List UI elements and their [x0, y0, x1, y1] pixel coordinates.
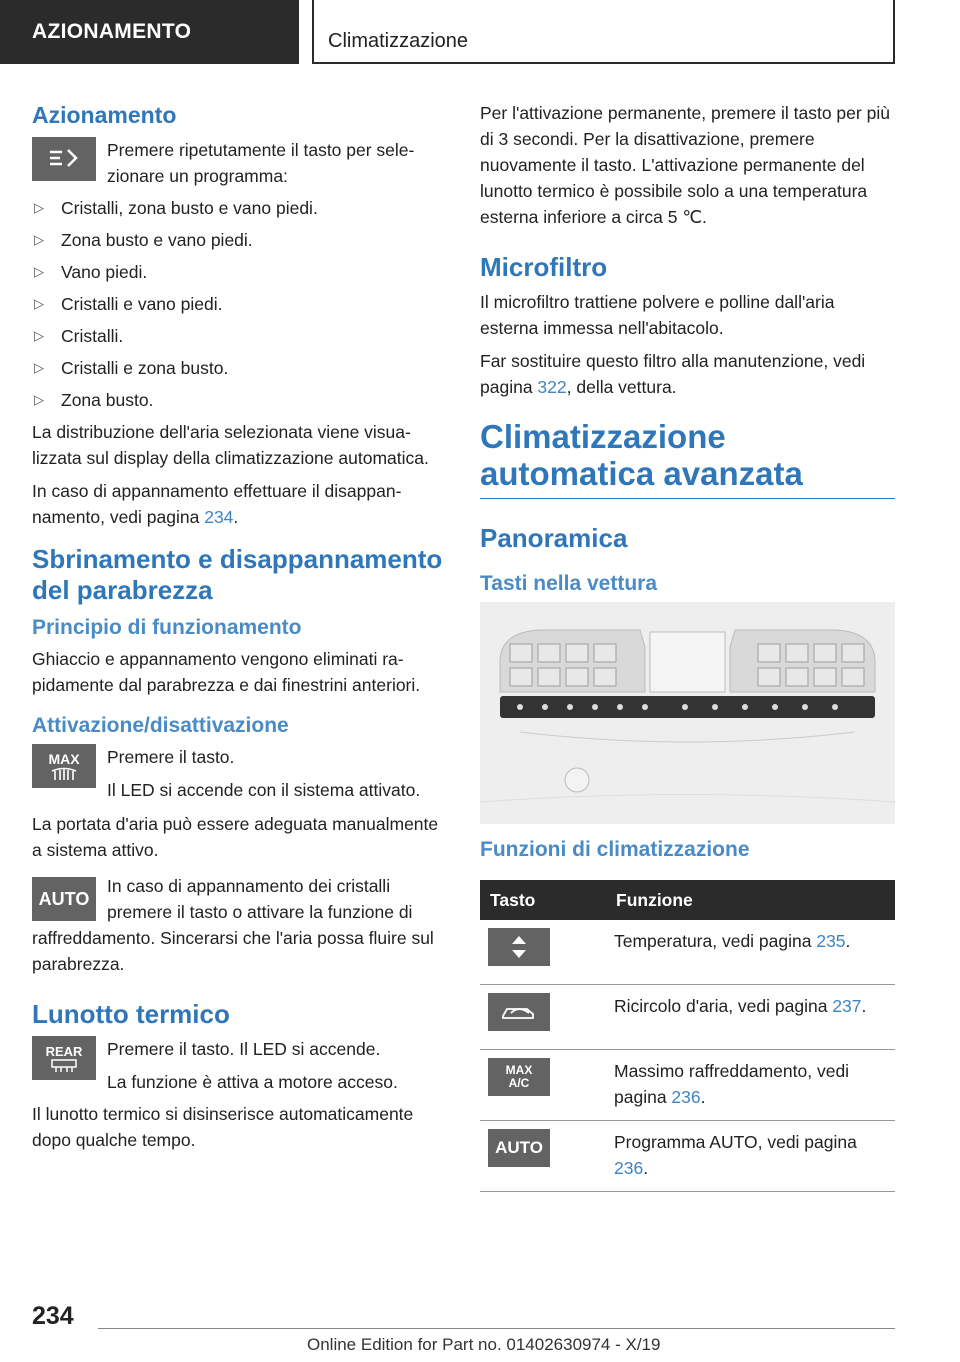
triangle-bullet-icon: ▷	[34, 296, 44, 311]
auto-text: In caso di appannamento dei cristalli premere il tasto o attivare la funzione di raffreddamento. Sincerarsi che l'aria possa fluire sul parabrezza.	[32, 876, 434, 974]
heading-attivazione: Attivazione/disattivazione	[32, 714, 289, 737]
list-item: ▷ Cristalli, zona busto e vano piedi.	[32, 195, 447, 221]
heading-funzioni: Funzioni di climatizzazione	[480, 838, 750, 861]
micro-text: Il microfiltro trattiene polvere e polline dall'aria esterna immessa nell'abitacolo.	[480, 292, 835, 338]
program-list	[32, 195, 447, 413]
heading-principio: Principio di funzionamento	[32, 616, 302, 639]
list-item: ▷ Cristalli e vano piedi.	[32, 291, 447, 317]
portata-text: La portata d'aria può essere adeguata manualmente a sistema attivo.	[32, 814, 439, 860]
list-item: ▷ Vano piedi.	[32, 259, 447, 285]
rear-defrost-icon: REAR	[32, 1036, 96, 1080]
permanent-text: Per l'attivazione permanente, premere il tasto per più di 3 secondi. Per la disattivazione, premere nuovamente il tasto. L'attivazione permanente del lunotto termico è possibile solo a una temperatura esterna inferiore a circa 5 ℃.	[480, 103, 890, 227]
triangle-bullet-icon: ▷	[34, 232, 44, 247]
principio-text: Ghiaccio e appannamento vengono eliminati rapidamente dal parabrezza e dai finestrini anteriori.	[32, 649, 421, 695]
table-row: Temperatura, vedi pagina 235.	[480, 920, 895, 985]
table-row: Ricircolo d'aria, vedi pagina 237.	[480, 985, 895, 1050]
distribution-text: La distribuzione dell'aria selezionata viene visualizzata sul display della climatizzazione automatica.	[32, 422, 429, 468]
rear-defrost-instruction	[32, 1036, 447, 1095]
footer-edition: Online Edition for Part no. 01402630974 - X/19	[307, 1335, 661, 1354]
heading-microfiltro: Microfiltro	[480, 252, 608, 282]
replace-text: Far sostituire questo filtro alla manutenzione, vedi pagina 322, della vettura.	[480, 351, 866, 397]
page-link[interactable]: 234	[204, 507, 234, 527]
lun-text-2: La funzione è attiva a motore acceso.	[107, 1072, 398, 1092]
triangle-bullet-icon: ▷	[34, 392, 44, 407]
heading-lunotto: Lunotto termico	[32, 999, 230, 1029]
lun-text-1: Premere il tasto. Il LED si accende.	[107, 1039, 381, 1059]
header-section: AZIONAMENTO	[0, 0, 299, 64]
triangle-bullet-icon: ▷	[34, 264, 44, 279]
air-distribution-icon	[32, 137, 96, 181]
right-column	[480, 100, 895, 1192]
table-row: AUTO Programma AUTO, vedi pagina 236.	[480, 1121, 895, 1192]
page-number: 234	[32, 1302, 74, 1330]
footer-divider	[98, 1328, 895, 1329]
header-chapter: Climatizzazione	[312, 0, 895, 64]
list-item: ▷ Cristalli.	[32, 323, 447, 349]
list-item: ▷ Zona busto.	[32, 387, 447, 413]
page-link[interactable]: 322	[537, 377, 567, 397]
heading-tasti: Tasti nella vettura	[480, 572, 658, 595]
col-tasto: Tasto	[480, 880, 606, 920]
max-ac-icon: MAX A/C	[488, 1058, 550, 1096]
heading-azionamento: Azionamento	[32, 102, 177, 128]
triangle-bullet-icon: ▷	[34, 360, 44, 375]
page-link[interactable]: 237	[832, 996, 862, 1016]
functions-table	[480, 880, 895, 1192]
azionamento-text: Premere ripetutamente il tasto per selezionare un programma:	[107, 140, 415, 186]
airflow-instruction	[32, 137, 447, 189]
heading-climatizzazione: Climatizzazione automatica avanzata	[480, 418, 895, 499]
dashboard-photo	[480, 602, 895, 824]
page-link[interactable]: 236	[614, 1158, 644, 1178]
att-text-1: Premere il tasto.	[107, 747, 235, 767]
page-link[interactable]: 236	[671, 1087, 701, 1107]
temperature-arrows-icon	[488, 928, 550, 966]
col-funzione: Funzione	[606, 880, 895, 920]
list-item: ▷ Zona busto e vano piedi.	[32, 227, 447, 253]
triangle-bullet-icon: ▷	[34, 200, 44, 215]
table-row: MAX A/C Massimo raffreddamento, vedi pagina 236.	[480, 1050, 895, 1121]
list-item: ▷ Cristalli e zona busto.	[32, 355, 447, 381]
auto-program-icon: AUTO	[488, 1129, 550, 1167]
left-column	[32, 100, 447, 1160]
att-text-2: Il LED si accende con il sistema attivato.	[107, 780, 421, 800]
auto-instruction	[32, 873, 447, 977]
heading-sbrinamento: Sbrinamento e disappannamento del parabrezza	[32, 544, 443, 605]
max-defrost-instruction	[32, 744, 447, 803]
max-defrost-icon: MAX	[32, 744, 96, 788]
auto-button-icon: AUTO	[32, 877, 96, 921]
table-header	[480, 880, 895, 920]
page-link[interactable]: 235	[816, 931, 846, 951]
lun-text-3: Il lunotto termico si disinserisce automaticamente dopo qualche tempo.	[32, 1104, 414, 1150]
recirculation-icon	[488, 993, 550, 1031]
triangle-bullet-icon: ▷	[34, 328, 44, 343]
fogging-text: In caso di appannamento effettuare il disappannamento, vedi pagina 234.	[32, 481, 402, 527]
heading-panoramica: Panoramica	[480, 523, 628, 553]
